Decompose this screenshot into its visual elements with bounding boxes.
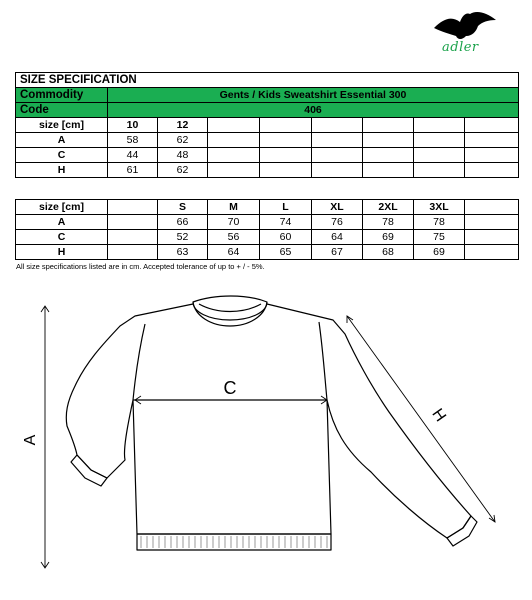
kids-cell [465, 133, 519, 148]
kids-cell [312, 163, 363, 178]
kids-row-label: A [16, 133, 108, 148]
adult-row-label: A [16, 215, 108, 230]
spec-table-kids [15, 72, 519, 178]
kids-header-cell: 10 [108, 118, 158, 133]
kids-cell: 48 [158, 148, 208, 163]
adult-cell [108, 230, 158, 245]
kids-cell [363, 133, 414, 148]
brand-logo-text: adler [442, 40, 479, 55]
kids-cell: 62 [158, 133, 208, 148]
kids-cell [465, 148, 519, 163]
kids-cell [363, 148, 414, 163]
adult-cell [108, 245, 158, 260]
kids-cell [363, 163, 414, 178]
adult-cell: 56 [208, 230, 260, 245]
table-row [16, 148, 519, 163]
adult-header-cell: XL [312, 200, 363, 215]
kids-cell [414, 133, 465, 148]
kids-row-label: C [16, 148, 108, 163]
adult-cell: 69 [414, 245, 465, 260]
commodity-value: Gents / Kids Sweatshirt Essential 300 [108, 88, 519, 103]
adult-cell: 68 [363, 245, 414, 260]
adult-cell [465, 215, 519, 230]
adult-cell [465, 230, 519, 245]
label-h: H [428, 405, 449, 426]
spec-title: SIZE SPECIFICATION [16, 73, 519, 88]
kids-header-cell [465, 118, 519, 133]
adult-row-label: H [16, 245, 108, 260]
adult-header-cell: S [158, 200, 208, 215]
adult-header-cell: M [208, 200, 260, 215]
adult-header-cell: size [cm] [16, 200, 108, 215]
table-row [16, 215, 519, 230]
kids-header-cell: 12 [158, 118, 208, 133]
kids-cell: 61 [108, 163, 158, 178]
adult-cell [465, 245, 519, 260]
adult-cell: 78 [414, 215, 465, 230]
kids-cell: 44 [108, 148, 158, 163]
adult-cell: 64 [312, 230, 363, 245]
sweatshirt-icon [15, 290, 515, 595]
label-c: C [223, 378, 237, 398]
adult-cell: 52 [158, 230, 208, 245]
adult-header-cell: L [260, 200, 312, 215]
adult-cell: 74 [260, 215, 312, 230]
kids-header-cell [208, 118, 260, 133]
table-row [16, 230, 519, 245]
adult-cell: 64 [208, 245, 260, 260]
kids-row-label: H [16, 163, 108, 178]
kids-cell [312, 133, 363, 148]
adult-cell: 67 [312, 245, 363, 260]
kids-cell [208, 163, 260, 178]
adult-cell: 76 [312, 215, 363, 230]
adult-cell: 63 [158, 245, 208, 260]
adult-cell: 69 [363, 230, 414, 245]
kids-header-cell: size [cm] [16, 118, 108, 133]
adult-cell: 66 [158, 215, 208, 230]
adult-cell: 78 [363, 215, 414, 230]
adult-row-label: C [16, 230, 108, 245]
kids-cell: 62 [158, 163, 208, 178]
kids-cell: 58 [108, 133, 158, 148]
table-row [16, 133, 519, 148]
table-row [16, 163, 519, 178]
kids-header-cell [363, 118, 414, 133]
adult-cell: 60 [260, 230, 312, 245]
kids-cell [208, 133, 260, 148]
code-value: 406 [108, 103, 519, 118]
spec-table-adult [15, 199, 519, 260]
commodity-label: Commodity [16, 88, 108, 103]
kids-header-cell [260, 118, 312, 133]
kids-cell [312, 148, 363, 163]
kids-cell [414, 163, 465, 178]
adult-header-cell: 3XL [414, 200, 465, 215]
kids-cell [414, 148, 465, 163]
adult-cell: 65 [260, 245, 312, 260]
adult-header-cell [465, 200, 519, 215]
kids-cell [208, 148, 260, 163]
kids-cell [260, 133, 312, 148]
adult-header-cell [108, 200, 158, 215]
table-row [16, 245, 519, 260]
adult-cell: 70 [208, 215, 260, 230]
tolerance-note: All size specifications listed are in cm. Accepted tolerance of up to + / - 5%. [16, 262, 265, 271]
kids-cell [260, 163, 312, 178]
label-a: A [22, 434, 39, 446]
code-label: Code [16, 103, 108, 118]
kids-header-cell [414, 118, 465, 133]
kids-header-cell [312, 118, 363, 133]
adult-cell: 75 [414, 230, 465, 245]
kids-cell [465, 163, 519, 178]
adult-header-cell: 2XL [363, 200, 414, 215]
adult-cell [108, 215, 158, 230]
kids-cell [260, 148, 312, 163]
